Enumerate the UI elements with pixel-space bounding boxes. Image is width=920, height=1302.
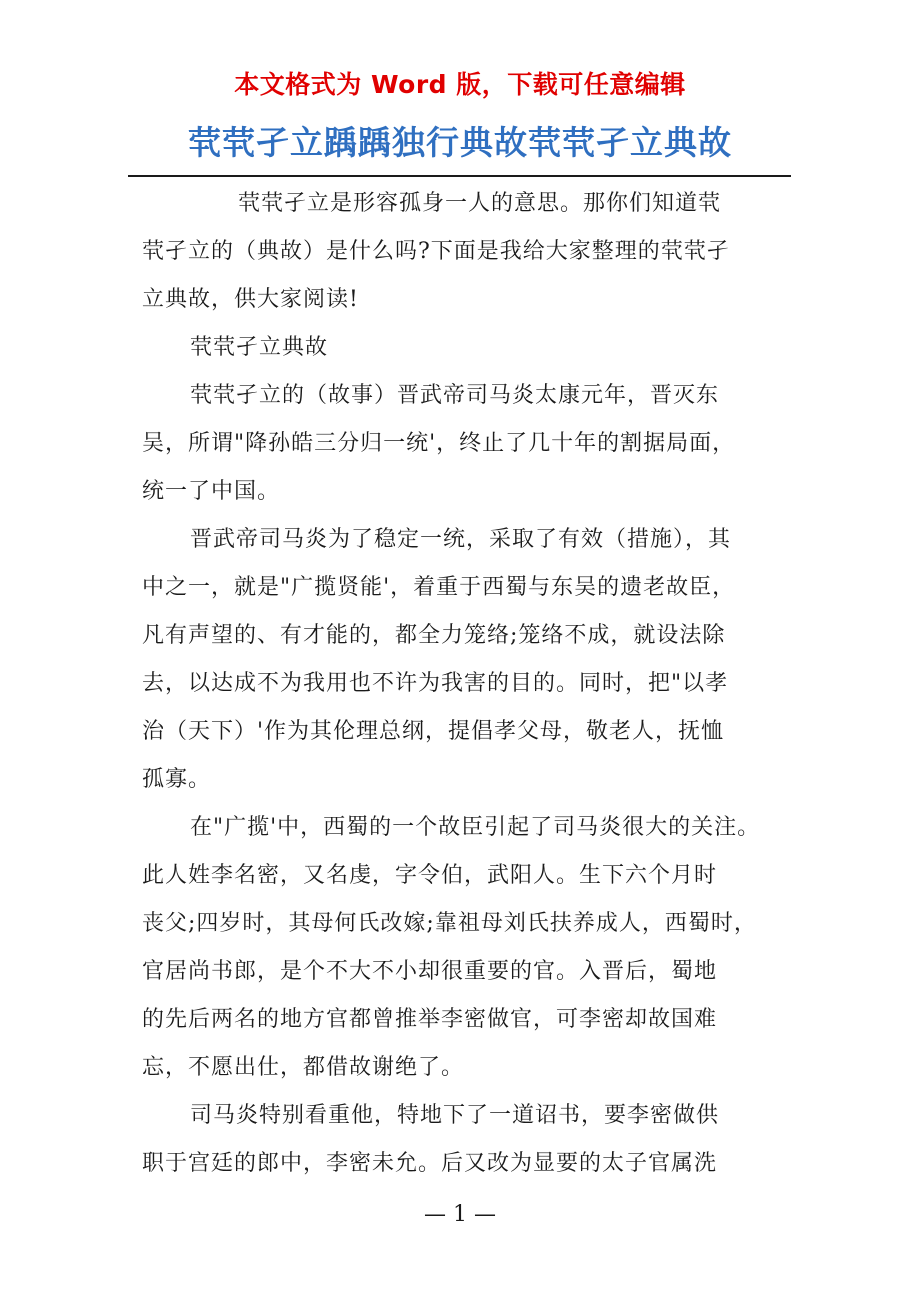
paragraph-line: 茕茕孑立典故 — [190, 335, 329, 360]
paragraph — [142, 1092, 790, 1188]
title-divider — [128, 175, 791, 177]
paragraph — [142, 804, 790, 1092]
paragraph-line: 忘，不愿出仕，都借故谢绝了。 — [142, 1055, 465, 1080]
paragraph-line: 去，以达成不为我用也不许为我害的目的。同时，把"以孝 — [142, 671, 729, 696]
page-number: — 1 — — [424, 1202, 496, 1227]
paragraph-line: 立典故，供大家阅读! — [142, 287, 359, 312]
paragraph-line: 官居尚书郎，是个不大不小却很重要的官。入晋后，蜀地 — [142, 959, 718, 984]
document-title: 茕茕孑立踽踽独行典故茕茕孑立典故 — [188, 123, 732, 162]
paragraph-line: 茕茕孑立的（故事）晋武帝司马炎太康元年，晋灭东 — [190, 383, 720, 408]
paragraph-line: 孤寡。 — [142, 767, 212, 792]
paragraph-line: 在"广揽'中，西蜀的一个故臣引起了司马炎很大的关注。 — [190, 815, 761, 840]
paragraph-line: 职于宫廷的郎中，李密未允。后又改为显要的太子官属洗 — [142, 1151, 718, 1176]
format-notice-banner: 本文格式为 Word 版，下载可任意编辑 — [234, 70, 686, 99]
paragraph — [142, 180, 790, 324]
paragraph-line: 丧父;四岁时，其母何氏改嫁;靠祖母刘氏扶养成人，西蜀时， — [142, 911, 757, 936]
paragraph-line: 中之一，就是"广揽贤能'，着重于西蜀与东吴的遗老故臣， — [142, 575, 736, 600]
paragraph-line: 此人姓李名密，又名虔，字令伯，武阳人。生下六个月时 — [142, 863, 718, 888]
paragraph-line: 晋武帝司马炎为了稳定一统，采取了有效（措施），其 — [190, 527, 732, 552]
paragraph-line: 茕孑立的（典故）是什么吗?下面是我给大家整理的茕茕孑 — [142, 239, 730, 264]
paragraph-line: 吴，所谓"降孙皓三分归一统'，终止了几十年的割据局面， — [142, 431, 736, 456]
paragraph — [142, 516, 790, 804]
document-body — [142, 180, 790, 1188]
paragraph-line: 的先后两名的地方官都曾推举李密做官，可李密却故国难 — [142, 1007, 718, 1032]
paragraph-line: 治（天下）'作为其伦理总纲，提倡孝父母，敬老人，抚恤 — [142, 719, 725, 744]
paragraph-line: 统一了中国。 — [142, 479, 281, 504]
paragraph-line: 茕茕孑立是形容孤身一人的意思。那你们知道茕 — [238, 191, 722, 216]
paragraph — [142, 372, 790, 516]
paragraph-line: 凡有声望的、有才能的，都全力笼络;笼络不成，就设法除 — [142, 623, 726, 648]
paragraph — [142, 324, 790, 372]
paragraph-line: 司马炎特别看重他，特地下了一道诏书，要李密做供 — [190, 1103, 720, 1128]
